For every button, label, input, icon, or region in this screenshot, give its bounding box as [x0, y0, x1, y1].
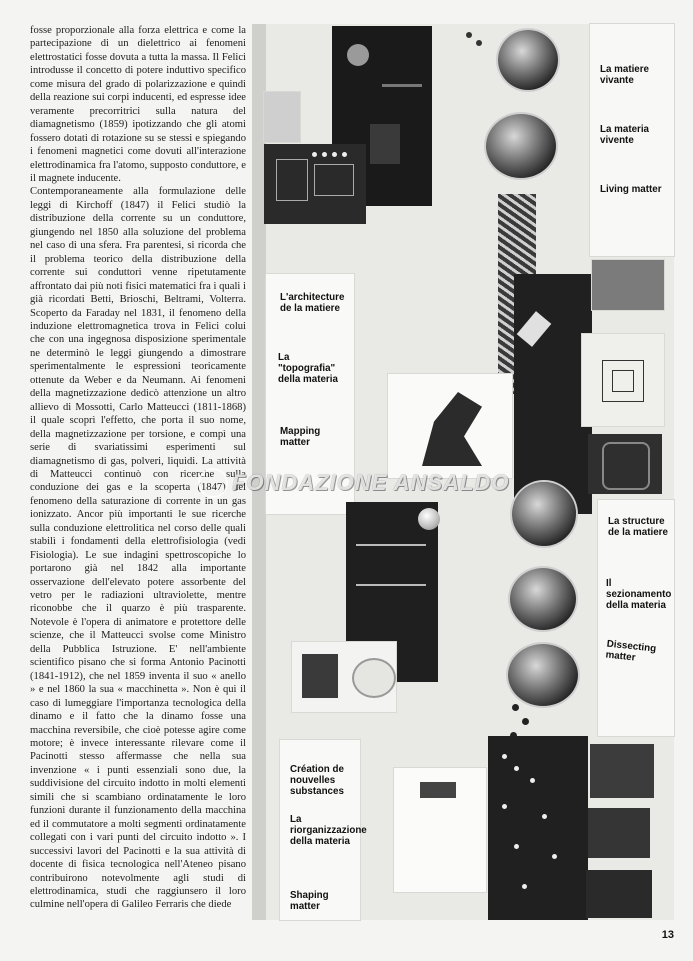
label-riorganizzazione: La riorganizzazione della materia: [290, 814, 367, 847]
label-structure: La structure de la matiere: [608, 516, 668, 538]
image-frame-4: [586, 870, 652, 918]
image-frame-3: [588, 808, 650, 858]
label-materia-vivente: La materia vivente: [600, 124, 650, 146]
sphere-display-5: [508, 644, 578, 706]
label-matiere-vivante: La matiere vivante: [600, 64, 650, 86]
paragraph-1: fosse proporzionale alla forza elettrica e come la partecipazione di un dielettrico ai fenomeni elettrostatici fosse dovuta a tutta la massa. Il Felici introdusse il concetto di potere induttivo specifico come misura del grado di polarizzazione e quindi della reazione sui corpi inducenti, ed espresse idee veramente precorritrici sulla natura del diamagnetismo (1859) ipotizzando che gli atomi fossero dotati di rotazione su se stessi e spiegando i fenomeni magnetici come dovuti all'interazione elettrodinamica fra l'atomo, supposto conduttore, e il magnete inducente.: [30, 25, 246, 184]
paragraph-2: Contemporaneamente alla formulazione delle leggi di Kirchoff (1847) il Felici studiò la distribuzione della corrente su un conduttore, giungendo nel 1850 alla soluzione del problema nel caso di una sfera. Fra parentesi, si ricorda che il problema teorico della distribuzione della corrente sui conduttori venne ripetutamente affrontato dai più noti fisici matematici fra i quali i già ricordati Betti, Brioschi, Beltrami, Volterra. Scoperto da Faraday nel 1831, il fenomeno della induzione elettromagnetica trova in Felici colui che con una ingegnosa disposizione sperimentale ne determinò le leggi giungendo a dimostrare sperimentalmente le espressioni teoricamente ottenute da Weber e da Neumann. Ai fenomeni della magnetizzazione dedicò attenzione un altro allievo di Mossotti, Carlo Matteucci (1811-1868) il quale scoprì l'effetto, che porta il suo nome, della magnetizzazione per torsione, e compì una serie di svariatissimi esperimenti sul diamagnetismo di gas, polveri, liquidi. La attività di Matteucci continuò con ricerche sulla conduzione dei gas e la scoperta (1847) del fenomeno della saturazione di corrente in un gas ionizzato. Ancor più importanti le sue ricerche sulla conduzione elettrolitica nel corso delle quali stabilì i fondamenti della elettrofisiologia (vedi Fisiologia). Le sue indagini spettroscopiche lo portarono già nel 1842 alla importante osservazione dell'elevato potere assorbente del vetro per le radiazioni ultraviolette, mentre riconobbe che il quarzo è più trasparente. Notevole è l'opera di animatore e protettore delle scienze, che il Matteucci svolse come Ministro della Pubblica Istruzione. E' nell'ambiente scientifico pisano che si forma Antonio Pacinotti (1841-1912), che nel 1859 inventa il suo « anello » e nel 1860 la sua « macchinetta ». Non è qui il caso di lumeggiare l'importanza tecnologica della dinamo e il fatto che la dinamo fosse una macchina reversibile, che cioè potesse agire come motore; è invece interessante rilevare come il Pacinotti stesso affermasse che nella sua invenzione « i punti essenziali sono due, la suddivisione del circuito indotto in molti elementi simili che si scambiano ordinatamente le loro funzioni durante il funzionamento della macchina ed il commutatore a molti segmenti ordinatamente collegati con i vari punti del circuito indotto ». I successivi lavori del Pacinotti e la sua attività di docente di fisica tecnologica nell'Ateneo pisano contribuirono notevolmente agli studi di elettrodinamica, studi che raggiunsero il loro culmine nell'opera di Galileo Ferraris che diede: [30, 186, 246, 911]
image-frame-2: [590, 744, 654, 798]
sphere-display-3: [512, 482, 576, 546]
watermark-logo-icon: [198, 468, 228, 498]
watermark: FONDAZIONE ANSALDO: [232, 470, 510, 495]
label-living-matter: Living matter: [600, 184, 662, 195]
small-frame: [264, 92, 300, 142]
display-case-bottom: [488, 736, 588, 920]
sphere-display-2: [486, 114, 556, 178]
label-creation: Création de nouvelles substances: [290, 764, 344, 797]
display-case-middle: [514, 274, 592, 514]
label-architecture: L'architecture de la matiere: [280, 292, 345, 314]
image-frame-1: [592, 260, 664, 310]
label-topografia: La "topografia" della materia: [278, 352, 338, 385]
label-dissecting-matter: Dissecting matter: [605, 638, 657, 664]
label-mapping-matter: Mapping matter: [280, 426, 321, 448]
page-number: 13: [661, 929, 674, 941]
label-shaping-matter: Shaping matter: [290, 890, 329, 912]
sphere-display-1: [498, 30, 558, 90]
label-sezionamento: Il sezionamento della materia: [606, 578, 672, 611]
article-text-column: [30, 24, 246, 911]
sphere-display-4: [510, 568, 576, 630]
